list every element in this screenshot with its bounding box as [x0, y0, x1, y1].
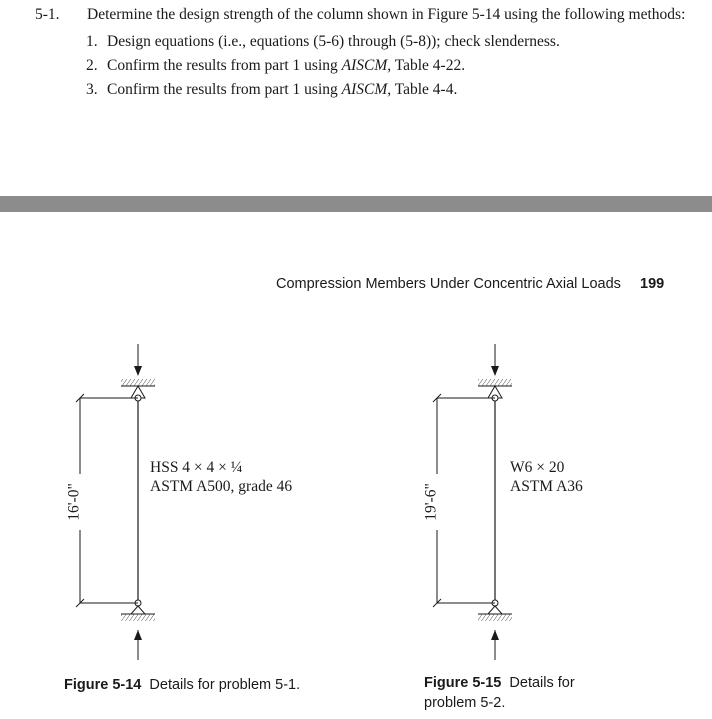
caption-text: Details for: [509, 675, 575, 691]
method-text: Design equations (i.e., equations (5-6) through (5-8)); check slenderness.: [107, 33, 560, 50]
figure-5-14-diagram: [62, 344, 292, 660]
method-text-tail: , Table 4-22.: [387, 57, 466, 74]
caption-text: Details for problem 5-1.: [149, 677, 301, 693]
figure-caption-5-15: [424, 673, 575, 713]
method-number: 1.: [86, 33, 98, 50]
member-section-label: HSS 4 × 4 × ¼: [150, 459, 243, 476]
method-reference: AISCM: [341, 81, 388, 98]
method-text-tail: , Table 4-4.: [387, 81, 458, 98]
running-head: Compression Members Under Concentric Axial Loads: [276, 276, 621, 292]
bottom-support-hatch: [478, 614, 512, 621]
member-material-label: ASTM A500, grade 46: [150, 478, 293, 495]
method-number: 2.: [86, 57, 98, 74]
figure-5-15-diagram: [419, 344, 583, 660]
arrow-head-icon: [134, 630, 142, 640]
figure-caption-5-14: [64, 675, 300, 695]
problem-number: 5-1.: [35, 6, 60, 23]
arrow-head-icon: [134, 366, 142, 376]
column-length-label: 16'-0": [65, 483, 83, 521]
bottom-pin-icon: [131, 606, 145, 614]
bottom-pin-icon: [488, 606, 502, 614]
top-support-hatch: [121, 379, 155, 386]
arrow-head-icon: [491, 630, 499, 640]
caption-number: Figure 5-15: [424, 675, 502, 691]
member-section-label: W6 × 20: [510, 459, 565, 476]
arrow-head-icon: [491, 366, 499, 376]
method-reference: AISCM: [341, 57, 388, 74]
member-material-label: ASTM A36: [510, 478, 583, 495]
page-number: 199: [640, 276, 665, 292]
problem-text: Determine the design strength of the column shown in Figure 5-14 using the following methods:: [87, 6, 686, 23]
method-text: Confirm the results from part 1 using: [107, 81, 342, 98]
top-support-hatch: [478, 379, 512, 386]
caption-number: Figure 5-14: [64, 677, 142, 693]
method-number: 3.: [86, 81, 98, 98]
bottom-support-hatch: [121, 614, 155, 621]
column-length-label: 19'-6": [422, 483, 440, 521]
method-text: Confirm the results from part 1 using: [107, 57, 342, 74]
caption-text-line2: problem 5-2.: [424, 695, 506, 711]
